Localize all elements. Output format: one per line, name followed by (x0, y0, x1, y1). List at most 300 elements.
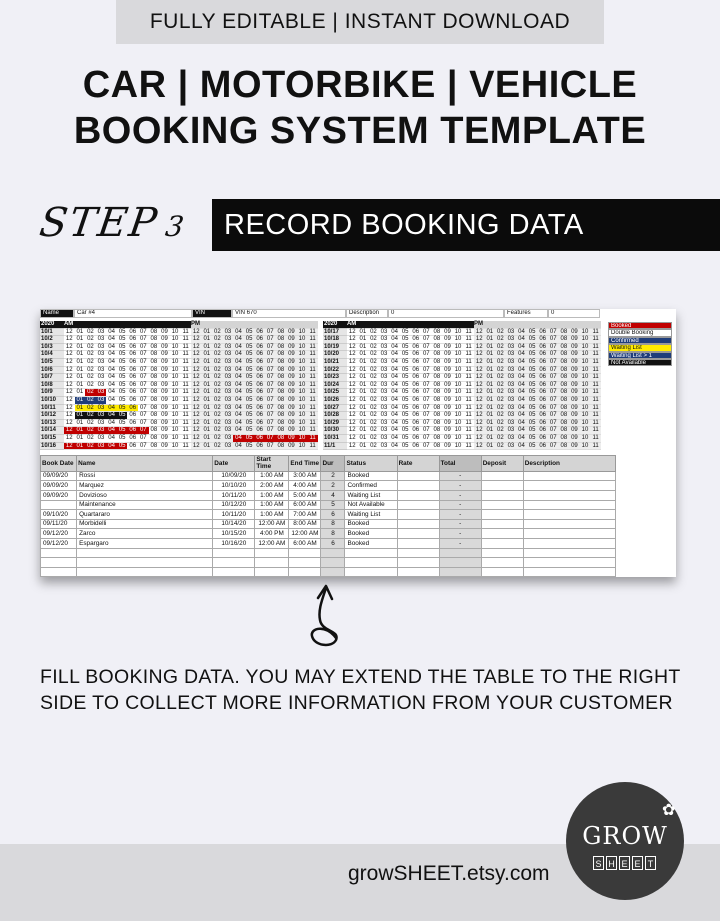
time-slot-cell[interactable]: 07 (549, 442, 557, 449)
table-cell[interactable] (213, 548, 255, 558)
time-slot-cell[interactable]: 08 (560, 412, 568, 419)
time-slot-cell[interactable]: 06 (256, 396, 264, 403)
time-slot-cell[interactable]: 12 (475, 427, 483, 434)
time-slot-cell[interactable]: 08 (560, 427, 568, 434)
time-slot-cell[interactable]: 03 (380, 381, 388, 388)
time-slot-cell[interactable]: 03 (507, 389, 515, 396)
time-slot-cell[interactable]: 03 (380, 412, 388, 419)
time-slot-cell[interactable]: 01 (359, 389, 367, 396)
time-slot-cell[interactable]: 06 (412, 427, 420, 434)
time-slot-cell[interactable]: 04 (391, 419, 398, 426)
time-slot-cell[interactable]: 10 (298, 427, 306, 434)
time-slot-cell[interactable]: 02 (497, 419, 504, 426)
time-slot-cell[interactable]: 10 (298, 396, 306, 403)
table-cell[interactable] (289, 548, 321, 558)
time-slot-cell[interactable]: 12 (348, 396, 356, 403)
time-slot-cell[interactable]: 12 (65, 336, 73, 343)
time-slot-cell[interactable]: 04 (518, 427, 525, 434)
time-slot-cell[interactable]: 01 (76, 343, 84, 350)
time-slot-cell[interactable]: 03 (507, 374, 515, 381)
time-slot-cell[interactable]: 07 (266, 358, 274, 365)
table-cell[interactable] (397, 548, 439, 558)
time-slot-cell[interactable]: 03 (380, 358, 388, 365)
table-cell[interactable] (481, 481, 523, 491)
table-cell[interactable] (77, 567, 213, 577)
vin-value[interactable]: VIN 670 (232, 309, 346, 318)
time-slot-cell[interactable]: 10 (298, 434, 306, 441)
time-slot-cell[interactable]: 08 (277, 336, 285, 343)
time-slot-cell[interactable]: 08 (560, 343, 568, 350)
time-slot-cell[interactable]: 12 (348, 389, 356, 396)
time-slot-cell[interactable]: 01 (359, 404, 367, 411)
time-slot-cell[interactable]: 08 (150, 328, 158, 335)
time-slot-cell[interactable]: 12 (192, 434, 200, 441)
table-cell[interactable]: 10/12/20 (213, 500, 255, 510)
time-slot-cell[interactable]: 04 (108, 351, 115, 358)
time-slot-cell[interactable]: 11 (180, 389, 191, 397)
time-slot-cell[interactable]: 10 (171, 328, 179, 335)
table-cell[interactable]: - (439, 538, 481, 548)
time-slot-cell[interactable]: 02 (497, 374, 504, 381)
time-slot-cell[interactable]: 02 (214, 434, 221, 441)
time-slot-cell[interactable]: 07 (549, 374, 557, 381)
time-slot-cell[interactable]: 02 (370, 404, 377, 411)
time-slot-cell[interactable]: 04 (108, 343, 115, 350)
time-slot-cell[interactable]: 09 (161, 442, 168, 449)
time-slot-cell[interactable]: 10 (581, 396, 589, 403)
time-slot-cell[interactable]: 03 (224, 389, 232, 396)
table-cell[interactable]: Booked (345, 538, 397, 548)
time-slot-cell[interactable]: 12 (65, 404, 73, 411)
time-slot-cell[interactable]: 10 (454, 381, 462, 388)
time-slot-cell[interactable]: 04 (518, 419, 525, 426)
time-slot-cell[interactable]: 03 (97, 427, 105, 434)
time-slot-cell[interactable]: 09 (161, 427, 168, 434)
time-slot-cell[interactable]: 09 (288, 336, 295, 343)
time-slot-cell[interactable]: 01 (359, 366, 367, 373)
time-slot-cell[interactable]: 09 (288, 404, 295, 411)
time-slot-cell[interactable]: 10 (581, 381, 589, 388)
time-slot-cell[interactable]: 02 (370, 381, 377, 388)
time-slot-cell[interactable]: 06 (539, 358, 547, 365)
time-slot-cell[interactable]: 12 (192, 358, 200, 365)
time-slot-cell[interactable]: 10 (171, 396, 179, 403)
time-slot-cell[interactable]: 07 (549, 328, 557, 335)
table-cell[interactable] (41, 500, 77, 510)
time-slot-cell[interactable]: 10 (171, 419, 179, 426)
time-slot-cell[interactable]: 07 (139, 434, 147, 441)
time-slot-cell[interactable]: 01 (486, 358, 494, 365)
time-slot-cell[interactable]: 05 (118, 336, 126, 343)
time-slot-cell[interactable]: 08 (560, 419, 568, 426)
time-slot-cell[interactable]: 12 (475, 366, 483, 373)
time-slot-cell[interactable]: 12 (475, 396, 483, 403)
time-slot-cell[interactable]: 10 (298, 374, 306, 381)
time-slot-cell[interactable]: 09 (571, 419, 578, 426)
time-slot-cell[interactable]: 05 (528, 374, 536, 381)
table-cell[interactable]: 09/11/20 (41, 519, 77, 529)
time-slot-cell[interactable]: 08 (433, 442, 441, 449)
time-slot-cell[interactable]: 12 (65, 366, 73, 373)
time-slot-cell[interactable]: 07 (422, 412, 430, 419)
table-cell[interactable] (397, 491, 439, 501)
time-slot-cell[interactable]: 10 (171, 374, 179, 381)
table-cell[interactable]: Booked (345, 471, 397, 481)
time-slot-cell[interactable]: 02 (214, 336, 221, 343)
time-slot-cell[interactable]: 01 (203, 351, 211, 358)
time-slot-cell[interactable]: 06 (129, 381, 137, 388)
time-slot-cell[interactable]: 02 (370, 419, 377, 426)
time-slot-cell[interactable]: 06 (129, 366, 137, 373)
time-slot-cell[interactable]: 06 (129, 336, 137, 343)
time-slot-cell[interactable]: 06 (129, 427, 137, 434)
time-slot-cell[interactable]: 07 (549, 427, 557, 434)
time-slot-cell[interactable]: 01 (76, 381, 84, 388)
time-slot-cell[interactable]: 11 (463, 351, 474, 359)
time-slot-cell[interactable]: 02 (214, 389, 221, 396)
time-slot-cell[interactable]: 08 (433, 358, 441, 365)
time-slot-cell[interactable]: 04 (108, 396, 115, 403)
time-slot-cell[interactable]: 08 (277, 419, 285, 426)
time-slot-cell[interactable]: 05 (528, 389, 536, 396)
time-slot-cell[interactable]: 03 (380, 343, 388, 350)
table-cell[interactable] (481, 529, 523, 539)
time-slot-cell[interactable]: 03 (97, 336, 105, 343)
time-slot-cell[interactable]: 11 (590, 435, 601, 443)
time-slot-cell[interactable]: 03 (507, 434, 515, 441)
time-slot-cell[interactable]: 01 (76, 351, 84, 358)
time-slot-cell[interactable]: 10 (454, 358, 462, 365)
table-cell[interactable]: - (439, 529, 481, 539)
time-slot-cell[interactable]: 02 (497, 427, 504, 434)
time-slot-cell[interactable]: 06 (256, 336, 264, 343)
time-slot-cell[interactable]: 07 (139, 351, 147, 358)
table-cell[interactable] (397, 519, 439, 529)
time-slot-cell[interactable]: 09 (288, 396, 295, 403)
table-cell[interactable] (439, 558, 481, 568)
time-slot-cell[interactable]: 04 (391, 442, 398, 449)
time-slot-cell[interactable]: 10 (171, 381, 179, 388)
table-cell[interactable]: Morbidelli (77, 519, 213, 529)
time-slot-cell[interactable]: 07 (139, 389, 147, 396)
time-slot-cell[interactable]: 05 (245, 336, 253, 343)
time-slot-cell[interactable]: 05 (401, 358, 409, 365)
time-slot-cell[interactable]: 11 (590, 420, 601, 428)
time-slot-cell[interactable]: 09 (161, 374, 168, 381)
table-cell[interactable]: 6 (321, 510, 345, 520)
time-slot-cell[interactable]: 11 (307, 351, 318, 359)
time-slot-cell[interactable]: 02 (370, 366, 377, 373)
table-cell[interactable]: Not Available (345, 500, 397, 510)
time-slot-cell[interactable]: 11 (180, 367, 191, 375)
time-slot-cell[interactable]: 11 (463, 435, 474, 443)
time-slot-cell[interactable]: 09 (161, 366, 168, 373)
time-slot-cell[interactable]: 05 (245, 412, 253, 419)
time-slot-cell[interactable]: 10 (581, 343, 589, 350)
table-cell[interactable]: 2 (321, 481, 345, 491)
time-slot-cell[interactable]: 08 (277, 389, 285, 396)
time-slot-cell[interactable]: 05 (528, 358, 536, 365)
time-slot-cell[interactable]: 02 (497, 343, 504, 350)
time-slot-cell[interactable]: 12 (348, 381, 356, 388)
time-slot-cell[interactable]: 05 (528, 336, 536, 343)
time-slot-cell[interactable]: 03 (97, 351, 105, 358)
table-cell[interactable] (523, 471, 615, 481)
time-slot-cell[interactable]: 12 (348, 374, 356, 381)
time-slot-cell[interactable]: 01 (486, 412, 494, 419)
time-slot-cell[interactable]: 07 (139, 427, 147, 434)
time-slot-cell[interactable]: 10 (298, 419, 306, 426)
time-slot-cell[interactable]: 12 (192, 343, 200, 350)
name-value[interactable]: Car #4 (74, 309, 192, 318)
time-slot-cell[interactable]: 09 (161, 358, 168, 365)
time-slot-cell[interactable]: 04 (108, 419, 115, 426)
time-slot-cell[interactable]: 07 (266, 328, 274, 335)
time-slot-cell[interactable]: 02 (370, 442, 377, 449)
time-slot-cell[interactable]: 07 (549, 434, 557, 441)
time-slot-cell[interactable]: 06 (256, 374, 264, 381)
time-slot-cell[interactable]: 09 (444, 427, 451, 434)
time-slot-cell[interactable]: 06 (539, 442, 547, 449)
table-cell[interactable]: 6:00 AM (289, 500, 321, 510)
time-slot-cell[interactable]: 03 (224, 366, 232, 373)
time-slot-cell[interactable]: 06 (412, 343, 420, 350)
time-slot-cell[interactable]: 06 (129, 434, 137, 441)
time-slot-cell[interactable]: 10 (171, 358, 179, 365)
time-slot-cell[interactable]: 05 (401, 419, 409, 426)
time-slot-cell[interactable]: 09 (161, 381, 168, 388)
time-slot-cell[interactable]: 09 (288, 351, 295, 358)
time-slot-cell[interactable]: 09 (571, 404, 578, 411)
time-slot-cell[interactable]: 04 (108, 404, 115, 411)
time-slot-cell[interactable]: 05 (118, 358, 126, 365)
time-slot-cell[interactable]: 05 (118, 366, 126, 373)
time-slot-cell[interactable]: 07 (549, 336, 557, 343)
time-slot-cell[interactable]: 02 (87, 351, 94, 358)
time-slot-cell[interactable]: 01 (203, 404, 211, 411)
table-cell[interactable] (321, 558, 345, 568)
time-slot-cell[interactable]: 05 (528, 434, 536, 441)
time-slot-cell[interactable]: 09 (444, 328, 451, 335)
time-slot-cell[interactable]: 01 (203, 366, 211, 373)
table-cell[interactable]: 5:00 AM (289, 491, 321, 501)
time-slot-cell[interactable]: 05 (118, 442, 126, 449)
time-slot-cell[interactable]: 05 (118, 396, 126, 403)
time-slot-cell[interactable]: 06 (539, 404, 547, 411)
time-slot-cell[interactable]: 01 (486, 404, 494, 411)
table-cell[interactable] (523, 491, 615, 501)
time-slot-cell[interactable]: 09 (571, 366, 578, 373)
time-slot-cell[interactable]: 02 (370, 351, 377, 358)
time-slot-cell[interactable]: 07 (266, 419, 274, 426)
time-slot-cell[interactable]: 09 (161, 351, 168, 358)
time-slot-cell[interactable]: 01 (359, 419, 367, 426)
time-slot-cell[interactable]: 01 (359, 427, 367, 434)
time-slot-cell[interactable]: 05 (118, 351, 126, 358)
time-slot-cell[interactable]: 01 (486, 381, 494, 388)
time-slot-cell[interactable]: 07 (266, 381, 274, 388)
table-cell[interactable] (345, 548, 397, 558)
time-slot-cell[interactable]: 07 (422, 427, 430, 434)
time-slot-cell[interactable]: 06 (256, 412, 264, 419)
time-slot-cell[interactable]: 04 (108, 434, 115, 441)
time-slot-cell[interactable]: 02 (497, 351, 504, 358)
table-cell[interactable]: Waiting List (345, 510, 397, 520)
time-slot-cell[interactable]: 01 (486, 351, 494, 358)
table-cell[interactable] (397, 558, 439, 568)
time-slot-cell[interactable]: 11 (590, 382, 601, 390)
time-slot-cell[interactable]: 05 (401, 389, 409, 396)
time-slot-cell[interactable]: 01 (203, 442, 211, 449)
time-slot-cell[interactable]: 08 (150, 358, 158, 365)
time-slot-cell[interactable]: 08 (150, 381, 158, 388)
time-slot-cell[interactable]: 04 (235, 381, 242, 388)
time-slot-cell[interactable]: 02 (370, 343, 377, 350)
table-cell[interactable] (523, 519, 615, 529)
table-cell[interactable] (481, 519, 523, 529)
time-slot-cell[interactable]: 05 (118, 389, 126, 396)
store-url[interactable]: growSHEET.etsy.com (348, 862, 550, 885)
time-slot-cell[interactable]: 10 (298, 328, 306, 335)
time-slot-cell[interactable]: 04 (235, 434, 242, 441)
time-slot-cell[interactable]: 01 (359, 442, 367, 449)
time-slot-cell[interactable]: 02 (497, 412, 504, 419)
time-slot-cell[interactable]: 04 (391, 366, 398, 373)
time-slot-cell[interactable]: 10 (454, 336, 462, 343)
time-slot-cell[interactable]: 06 (539, 389, 547, 396)
time-slot-cell[interactable]: 04 (235, 389, 242, 396)
time-slot-cell[interactable]: 06 (256, 442, 264, 449)
time-slot-cell[interactable]: 12 (475, 404, 483, 411)
table-cell[interactable]: 09/10/20 (41, 510, 77, 520)
time-slot-cell[interactable]: 05 (401, 404, 409, 411)
table-cell[interactable]: 3:00 AM (289, 471, 321, 481)
time-slot-cell[interactable]: 06 (256, 366, 264, 373)
time-slot-cell[interactable]: 06 (539, 434, 547, 441)
time-slot-cell[interactable]: 02 (214, 343, 221, 350)
time-slot-cell[interactable]: 08 (150, 366, 158, 373)
time-slot-cell[interactable]: 10 (171, 366, 179, 373)
time-slot-cell[interactable]: 07 (422, 404, 430, 411)
time-slot-cell[interactable]: 02 (87, 404, 94, 411)
time-slot-cell[interactable]: 03 (507, 396, 515, 403)
time-slot-cell[interactable]: 04 (391, 412, 398, 419)
time-slot-cell[interactable]: 05 (401, 351, 409, 358)
table-cell[interactable] (439, 548, 481, 558)
time-slot-cell[interactable]: 09 (444, 351, 451, 358)
time-slot-cell[interactable]: 02 (497, 381, 504, 388)
time-slot-cell[interactable]: 03 (380, 351, 388, 358)
time-slot-cell[interactable]: 11 (307, 420, 318, 428)
time-slot-cell[interactable]: 06 (412, 404, 420, 411)
time-slot-cell[interactable]: 04 (391, 328, 398, 335)
time-slot-cell[interactable]: 10 (454, 412, 462, 419)
table-cell[interactable]: 7:00 AM (289, 510, 321, 520)
time-slot-cell[interactable]: 04 (235, 427, 242, 434)
table-cell[interactable] (523, 500, 615, 510)
time-slot-cell[interactable]: 02 (370, 412, 377, 419)
time-slot-cell[interactable]: 08 (277, 434, 285, 441)
time-slot-cell[interactable]: 07 (266, 396, 274, 403)
time-slot-cell[interactable]: 11 (590, 405, 601, 413)
time-slot-cell[interactable]: 02 (370, 374, 377, 381)
time-slot-cell[interactable]: 04 (108, 389, 115, 396)
time-slot-cell[interactable]: 03 (97, 434, 105, 441)
table-cell[interactable] (41, 567, 77, 577)
time-slot-cell[interactable]: 01 (76, 389, 84, 396)
time-slot-cell[interactable]: 05 (401, 442, 409, 449)
time-slot-cell[interactable]: 08 (150, 374, 158, 381)
time-slot-cell[interactable]: 08 (560, 434, 568, 441)
time-slot-cell[interactable]: 06 (539, 381, 547, 388)
time-slot-cell[interactable]: 06 (129, 343, 137, 350)
time-slot-cell[interactable]: 05 (245, 396, 253, 403)
time-slot-cell[interactable]: 08 (150, 427, 158, 434)
time-slot-cell[interactable]: 10 (454, 404, 462, 411)
time-slot-cell[interactable]: 11 (590, 351, 601, 359)
time-slot-cell[interactable]: 09 (288, 419, 295, 426)
time-slot-cell[interactable]: 10 (581, 442, 589, 449)
time-slot-cell[interactable]: 05 (118, 419, 126, 426)
time-slot-cell[interactable]: 11 (180, 374, 191, 382)
time-slot-cell[interactable]: 11 (463, 344, 474, 352)
table-cell[interactable] (523, 481, 615, 491)
table-cell[interactable]: 10/10/20 (213, 481, 255, 491)
time-slot-cell[interactable]: 11 (180, 351, 191, 359)
time-slot-cell[interactable]: 03 (507, 358, 515, 365)
time-slot-cell[interactable]: 01 (76, 366, 84, 373)
table-cell[interactable]: 1:00 AM (255, 491, 289, 501)
table-cell[interactable]: 10/16/20 (213, 538, 255, 548)
time-slot-cell[interactable]: 06 (539, 374, 547, 381)
time-slot-cell[interactable]: 06 (256, 404, 264, 411)
time-slot-cell[interactable]: 06 (256, 427, 264, 434)
time-slot-cell[interactable]: 10 (454, 396, 462, 403)
time-slot-cell[interactable]: 01 (203, 396, 211, 403)
time-slot-cell[interactable]: 01 (486, 336, 494, 343)
time-slot-cell[interactable]: 12 (65, 396, 73, 403)
time-slot-cell[interactable]: 06 (412, 366, 420, 373)
time-slot-cell[interactable]: 02 (87, 381, 94, 388)
table-cell[interactable]: 10/09/20 (213, 471, 255, 481)
time-slot-cell[interactable]: 10 (581, 366, 589, 373)
time-slot-cell[interactable]: 06 (539, 412, 547, 419)
time-slot-cell[interactable]: 07 (139, 381, 147, 388)
time-slot-cell[interactable]: 11 (463, 420, 474, 428)
time-slot-cell[interactable]: 12 (475, 381, 483, 388)
time-slot-cell[interactable]: 10 (171, 336, 179, 343)
time-slot-cell[interactable]: 10 (581, 404, 589, 411)
table-cell[interactable] (397, 500, 439, 510)
table-cell[interactable]: 09/12/20 (41, 529, 77, 539)
time-slot-cell[interactable]: 08 (277, 374, 285, 381)
time-slot-cell[interactable]: 10 (454, 351, 462, 358)
time-slot-cell[interactable]: 02 (214, 396, 221, 403)
time-slot-cell[interactable]: 09 (288, 442, 295, 449)
time-slot-cell[interactable]: 12 (348, 404, 356, 411)
time-slot-cell[interactable]: 06 (412, 419, 420, 426)
time-slot-cell[interactable]: 12 (192, 381, 200, 388)
time-slot-cell[interactable]: 07 (139, 343, 147, 350)
time-slot-cell[interactable]: 03 (97, 374, 105, 381)
time-slot-cell[interactable]: 12 (65, 427, 73, 434)
time-slot-cell[interactable]: 06 (412, 442, 420, 449)
time-slot-cell[interactable]: 04 (391, 358, 398, 365)
time-slot-cell[interactable]: 10 (171, 434, 179, 441)
time-slot-cell[interactable]: 09 (444, 434, 451, 441)
time-slot-cell[interactable]: 10 (581, 336, 589, 343)
time-slot-cell[interactable]: 04 (391, 389, 398, 396)
